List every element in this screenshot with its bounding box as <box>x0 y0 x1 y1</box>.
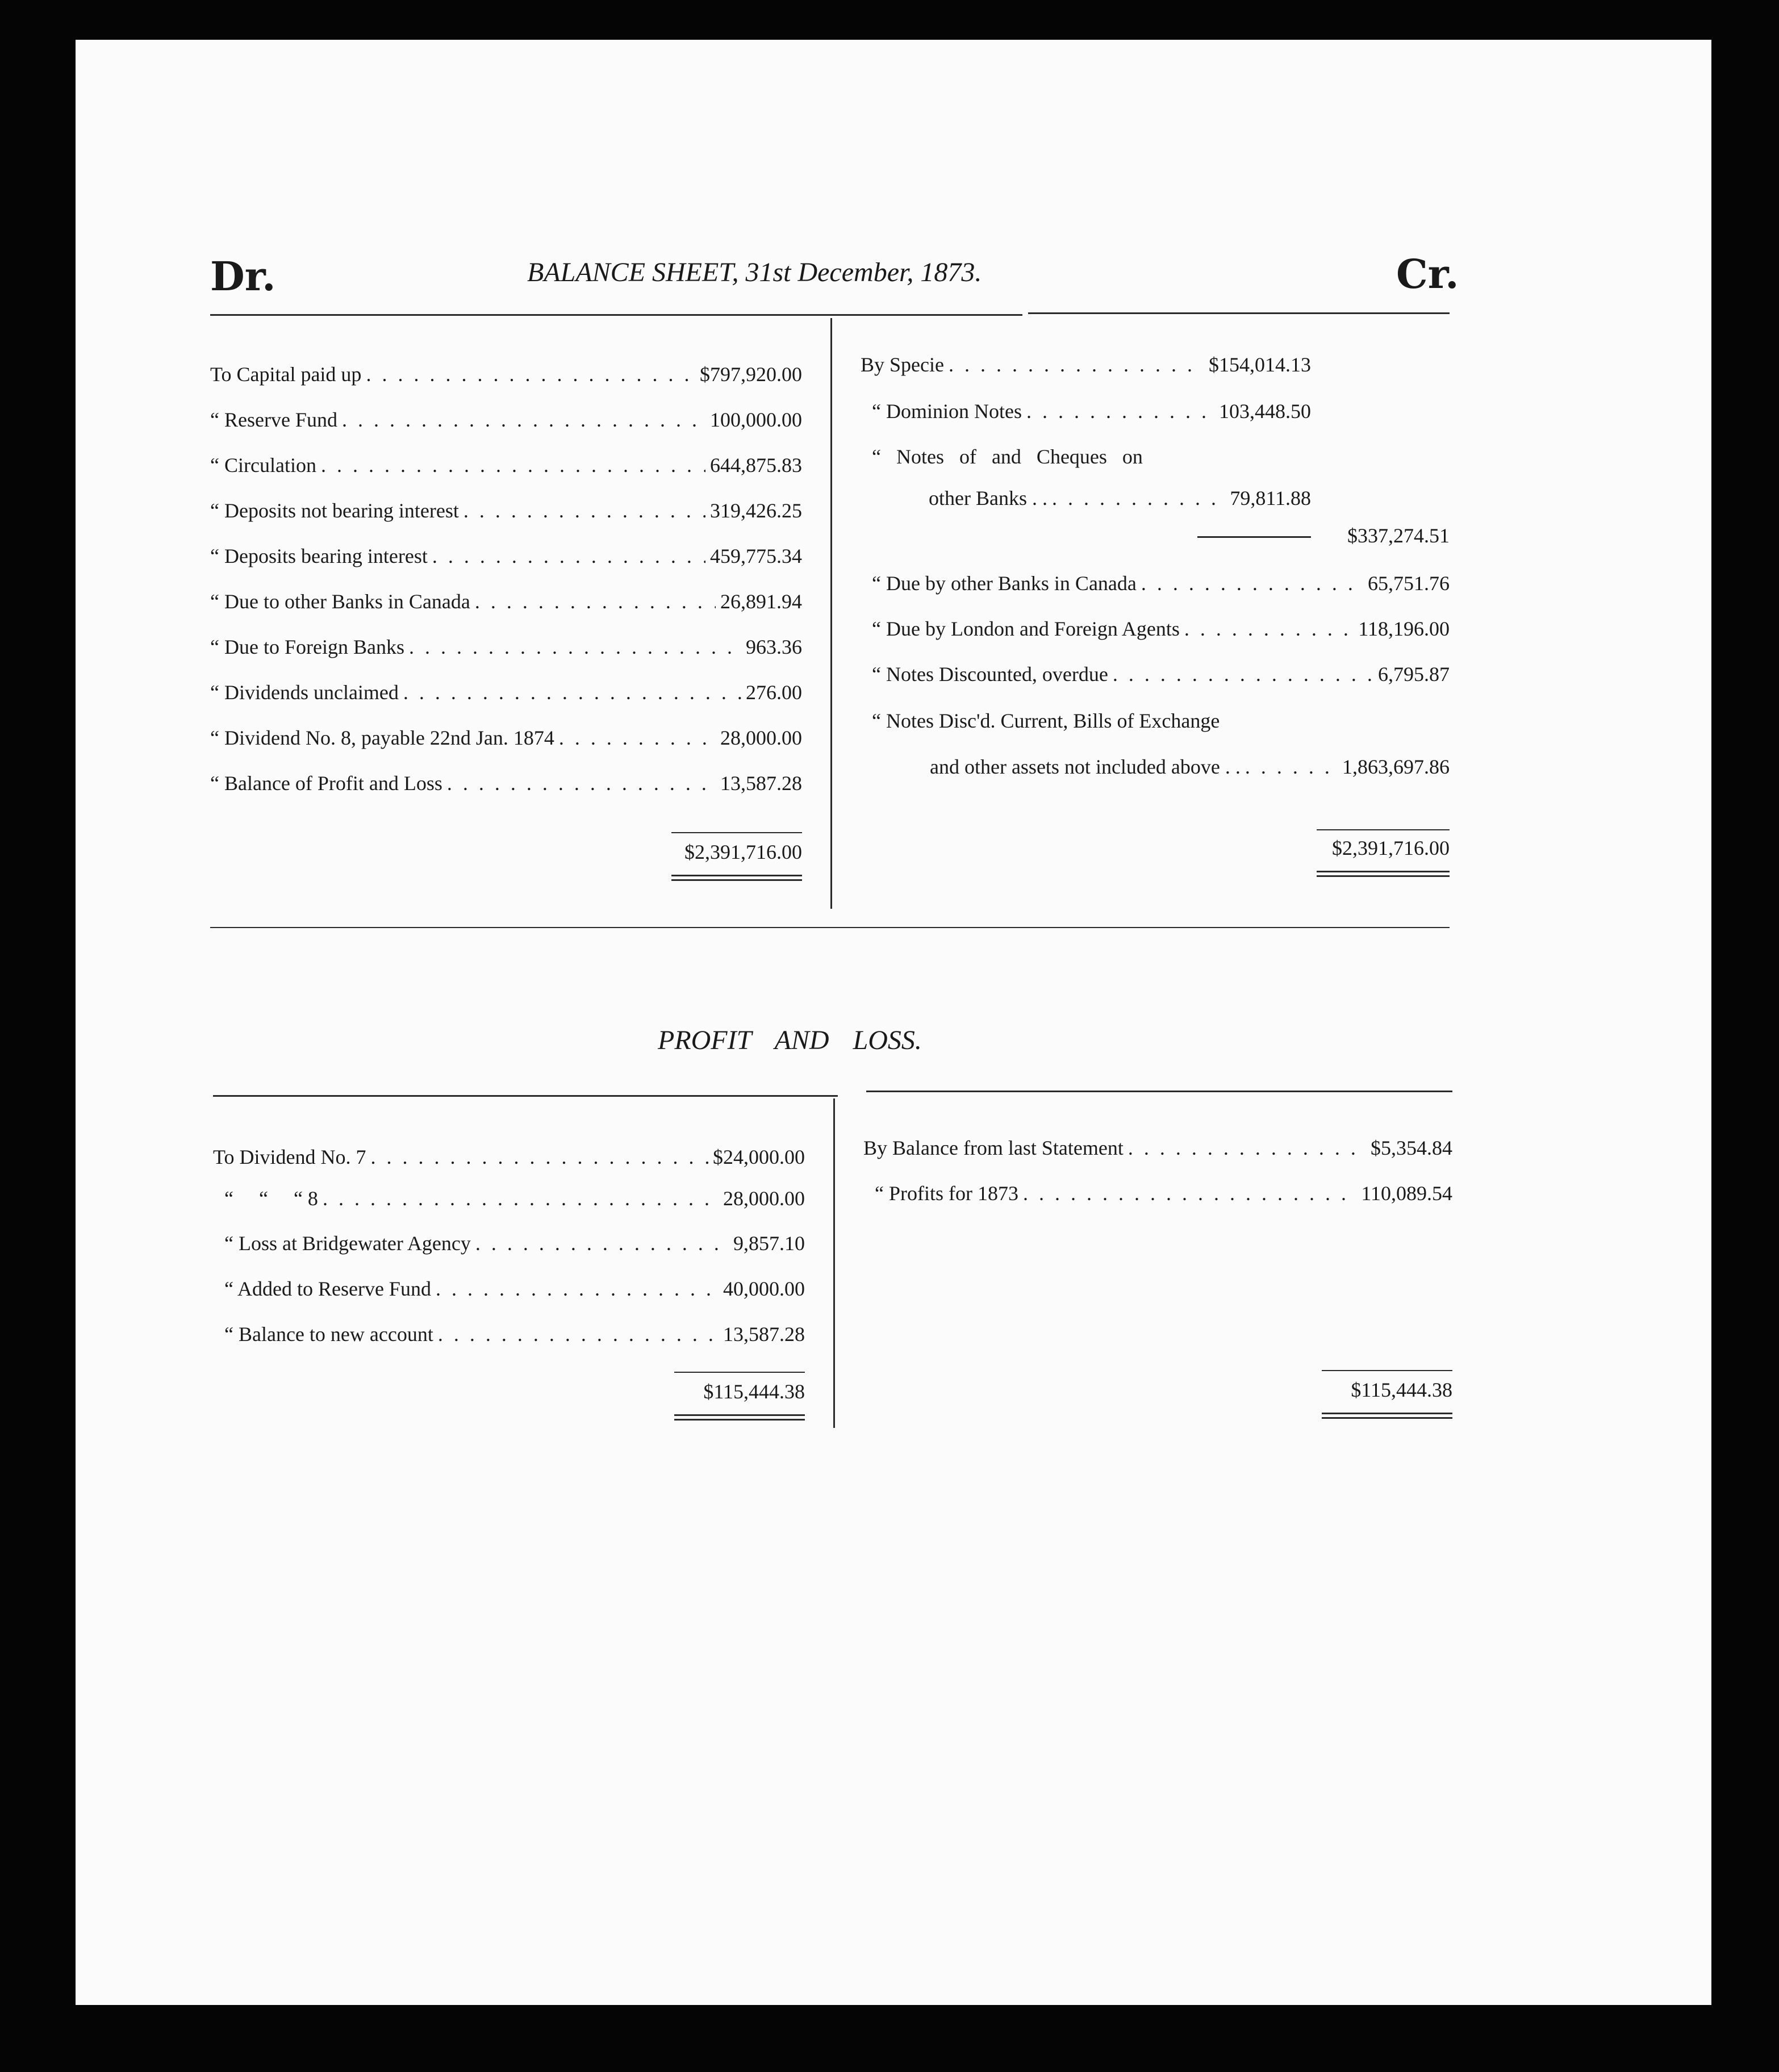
right-total: $2,391,716.00 <box>1332 837 1450 859</box>
liability-row: “ Deposits not bearing interest . . . 319,426.25 <box>210 496 802 525</box>
left-total-rule-bottom-2 <box>671 879 802 881</box>
asset-subtotal: $337,274.51 <box>1347 524 1450 547</box>
cr-heading: Cr. <box>1396 250 1459 298</box>
pl-debit-row: “ Balance to new account . . . 13,587.28 <box>224 1320 805 1348</box>
section-separator <box>210 927 1450 928</box>
liability-row: “ Reserve Fund . . . 100,000.00 <box>210 406 802 434</box>
pl-left-total: $115,444.38 <box>703 1380 805 1403</box>
right-total-rule-bottom-2 <box>1317 875 1450 877</box>
pl-header-rule-right <box>866 1091 1452 1092</box>
header-rule-left <box>210 314 1022 316</box>
subtotal-rule <box>1197 536 1311 538</box>
liability-row: “ Deposits bearing interest . . . 459,775.34 <box>210 542 802 570</box>
left-total: $2,391,716.00 <box>684 841 802 863</box>
pl-left-total-rule-bottom-2 <box>674 1419 805 1421</box>
asset-row: “ Due by London and Foreign Agents . . . 118,196.00 <box>872 615 1450 643</box>
asset-row-other-banks: other Banks . . . . . 79,811.88 <box>929 484 1311 512</box>
liability-row: To Capital paid up . . . $797,920.00 <box>210 360 802 389</box>
pl-right-total-rule-top <box>1322 1370 1452 1371</box>
left-total-rule-top <box>671 832 802 833</box>
pl-left-total-rule-top <box>674 1372 805 1373</box>
pl-debit-row: To Dividend No. 7 . . . $24,000.00 <box>213 1143 805 1171</box>
pl-right-total-rule-bottom-2 <box>1322 1417 1452 1419</box>
liability-row: “ Due to Foreign Banks . . . 963.36 <box>210 633 802 661</box>
profit-loss-divider <box>833 1098 835 1428</box>
pl-credit-row: “ Profits for 1873 . . . 110,089.54 <box>875 1179 1452 1208</box>
profit-loss-title: PROFIT AND LOSS. <box>658 1025 922 1055</box>
pl-header-rule-left <box>213 1095 838 1097</box>
liability-row: “ Dividends unclaimed . . . 276.00 <box>210 678 802 707</box>
pl-right-total-rule-bottom <box>1322 1413 1452 1414</box>
asset-notes-line1: “ Notes of and Cheques on <box>872 445 1143 468</box>
pl-right-total: $115,444.38 <box>1351 1378 1452 1401</box>
left-total-rule-bottom <box>671 875 802 876</box>
document-page <box>76 40 1711 2005</box>
balance-sheet-divider <box>830 318 832 909</box>
right-total-rule-bottom <box>1317 871 1450 872</box>
balance-sheet-title: BALANCE SHEET, 31st December, 1873. <box>527 257 982 287</box>
header-rule-right <box>1028 312 1450 314</box>
liability-row: “ Due to other Banks in Canada . . . 26,891.94 <box>210 587 802 616</box>
pl-credit-row: By Balance from last Statement . . . $5,354.84 <box>863 1134 1452 1162</box>
dr-heading: Dr. <box>210 253 276 300</box>
asset-row: “ Notes Discounted, overdue . . . 6,795.87 <box>872 660 1450 688</box>
asset-disc-line1: “ Notes Disc'd. Current, Bills of Exchange <box>872 709 1220 732</box>
asset-row: “ Due by other Banks in Canada . . . 65,751.76 <box>872 569 1450 598</box>
asset-row-other-assets: and other assets not included above . . . . . 1,863,697.86 <box>930 753 1450 781</box>
pl-debit-row: “ “ “ 8 . . . 28,000.00 <box>224 1184 805 1213</box>
liability-row: “ Balance of Profit and Loss . . . 13,587.28 <box>210 769 802 797</box>
liability-row: “ Dividend No. 8, payable 22nd Jan. 1874 . . . 28,000.00 <box>210 724 802 752</box>
right-total-rule-top <box>1317 829 1450 830</box>
pl-debit-row: “ Loss at Bridgewater Agency . . . 9,857.10 <box>224 1229 805 1258</box>
pl-debit-row: “ Added to Reserve Fund . . . 40,000.00 <box>224 1275 805 1303</box>
asset-row-dominion: “ Dominion Notes . . . 103,448.50 <box>872 397 1311 425</box>
liability-row: “ Circulation . . . 644,875.83 <box>210 451 802 479</box>
asset-row-specie: By Specie . . . $154,014.13 <box>861 350 1311 379</box>
pl-left-total-rule-bottom <box>674 1414 805 1416</box>
